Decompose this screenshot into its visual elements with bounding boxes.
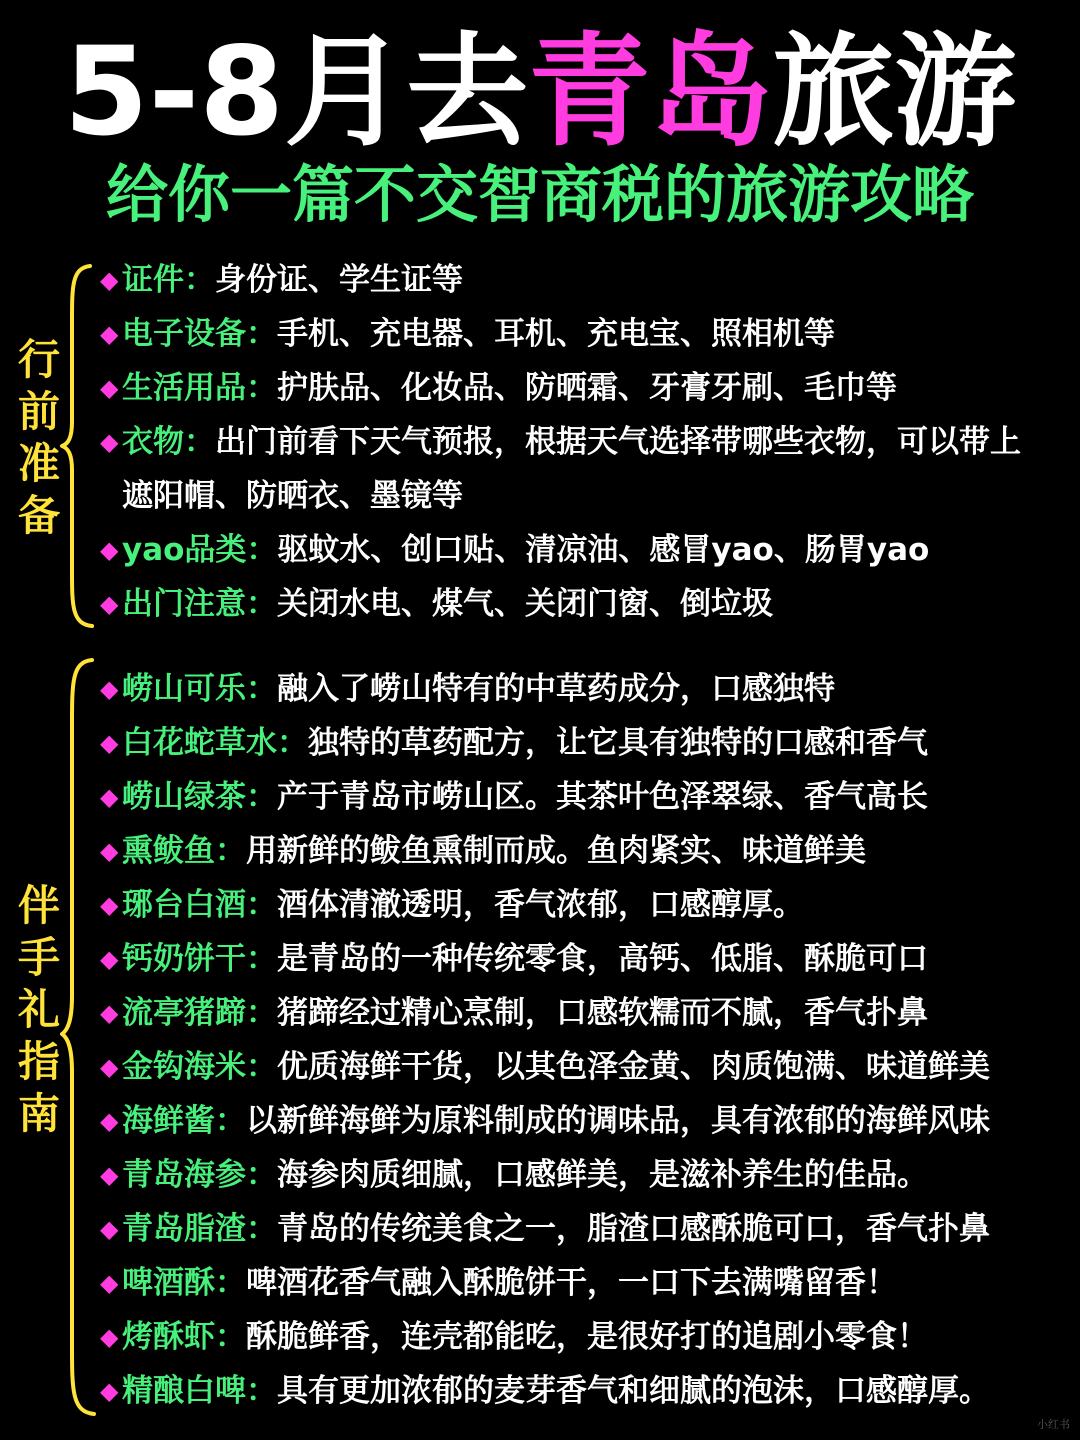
page-subtitle: 给你一篇不交智商税的旅游攻略 [105,158,974,231]
item-key: 白花蛇草水： [122,725,308,761]
diamond-bullet-icon: ◆ [100,320,119,348]
item-key: 流亭猪蹄： [122,995,277,1031]
gift-item-12 [100,1256,1070,1310]
diamond-bullet-icon: ◆ [100,266,119,294]
item-key: 出门注意： [122,586,277,622]
diamond-bullet-icon: ◆ [100,1269,119,1297]
page-title [0,22,1080,162]
gift-item-5 [100,878,1070,932]
item-value: 独特的草药配方，让它具有独特的口感和香气 [308,725,928,761]
item-value: 海参肉质细腻，口感鲜美，是滋补养生的佳品。 [277,1157,928,1193]
item-value: 啤酒花香气融入酥脆饼干，一口下去满嘴留香！ [246,1265,897,1301]
diamond-bullet-icon: ◆ [100,536,119,564]
diamond-bullet-icon: ◆ [100,1215,119,1243]
title-highlight-city: 青岛 [528,21,773,163]
item-value: 以新鲜海鲜为原料制成的调味品，具有浓郁的海鲜风味 [246,1103,990,1139]
item-key: 崂山可乐： [122,671,277,707]
gift-item-1 [100,662,1070,716]
item-value: 护肤品、化妆品、防晒霜、牙膏牙刷、毛巾等 [277,370,897,406]
item-key: 青岛海参： [122,1157,277,1193]
item-value: 青岛的传统美食之一，脂渣口感酥脆可口，香气扑鼻 [277,1211,990,1247]
diamond-bullet-icon: ◆ [100,374,119,402]
item-key: 烤酥虾： [122,1319,246,1355]
item-value: 用新鲜的鲅鱼熏制而成。鱼肉紧实、味道鲜美 [246,833,866,869]
gift-item-7 [100,986,1070,1040]
diamond-bullet-icon: ◆ [100,675,119,703]
gift-item-10 [100,1148,1070,1202]
gift-item-14 [100,1364,1070,1418]
item-key: 衣物： [122,424,215,460]
item-key: 证件： [122,262,215,298]
item-value: 优质海鲜干货，以其色泽金黄、肉质饱满、味道鲜美 [277,1049,990,1085]
item-value: 关闭水电、煤气、关闭门窗、倒垃圾 [277,586,773,622]
prep-item-4 [100,415,1070,469]
prep-item-5 [100,523,1070,577]
section-label-prep: 行前准备 [17,335,60,540]
prep-item-6 [100,577,1070,631]
item-value: 融入了崂山特有的中草药成分，口感独特 [277,671,835,707]
diamond-bullet-icon: ◆ [100,945,119,973]
item-key: 琊台白酒： [122,887,277,923]
item-value: 酒体清澈透明，香气浓郁，口感醇厚。 [277,887,804,923]
diamond-bullet-icon: ◆ [100,1053,119,1081]
gift-item-8 [100,1040,1070,1094]
item-key: 啤酒酥： [122,1265,246,1301]
diamond-bullet-icon: ◆ [100,999,119,1027]
item-key: 海鲜酱： [122,1103,246,1139]
item-value: 产于青岛市崂山区。其茶叶色泽翠绿、香气高长 [277,779,928,815]
diamond-bullet-icon: ◆ [100,729,119,757]
prep-item-3 [100,361,1070,415]
item-key: 生活用品： [122,370,277,406]
gift-item-11 [100,1202,1070,1256]
gift-item-2 [100,716,1070,770]
item-key: 电子设备： [122,316,277,352]
item-value: 手机、充电器、耳机、充电宝、照相机等 [277,316,835,352]
item-key: 钙奶饼干： [122,941,277,977]
prep-item-4-continuation: 遮阳帽、防晒衣、墨镜等 [122,478,463,514]
diamond-bullet-icon: ◆ [100,428,119,456]
title-part-1: 5-8月去 [63,21,529,163]
item-value: 酥脆鲜香，连壳都能吃，是很好打的追剧小零食！ [246,1319,928,1355]
gift-item-13 [100,1310,1070,1364]
item-value: 身份证、学生证等 [215,262,463,298]
item-value: 驱蚊水、创口贴、清凉油、感冒yao、肠胃yao [277,532,930,568]
diamond-bullet-icon: ◆ [100,783,119,811]
title-part-3: 旅游 [772,21,1017,163]
diamond-bullet-icon: ◆ [100,837,119,865]
item-key: yao品类： [122,532,278,568]
item-key: 崂山绿茶： [122,779,277,815]
item-key: 青岛脂渣： [122,1211,277,1247]
diamond-bullet-icon: ◆ [100,891,119,919]
gift-item-3 [100,770,1070,824]
prep-item-1 [100,253,1070,307]
item-key: 熏鲅鱼： [122,833,246,869]
gift-item-9 [100,1094,1070,1148]
watermark-logo: 小红书 [1037,1418,1070,1431]
item-key: 精酿白啤： [122,1373,277,1409]
item-value: 具有更加浓郁的麦芽香气和细腻的泡沫，口感醇厚。 [277,1373,990,1409]
item-value: 出门前看下天气预报，根据天气选择带哪些衣物，可以带上 [215,424,1021,460]
diamond-bullet-icon: ◆ [100,1323,119,1351]
gift-item-6 [100,932,1070,986]
gift-item-4 [100,824,1070,878]
section-label-gifts: 伴手礼指南 [17,881,60,1138]
diamond-bullet-icon: ◆ [100,1377,119,1405]
item-key: 金钩海米： [122,1049,277,1085]
item-value: 是青岛的一种传统零食，高钙、低脂、酥脆可口 [277,941,928,977]
diamond-bullet-icon: ◆ [100,1107,119,1135]
prep-item-2 [100,307,1070,361]
item-value: 猪蹄经过精心烹制，口感软糯而不腻，香气扑鼻 [277,995,928,1031]
diamond-bullet-icon: ◆ [100,590,119,618]
diamond-bullet-icon: ◆ [100,1161,119,1189]
